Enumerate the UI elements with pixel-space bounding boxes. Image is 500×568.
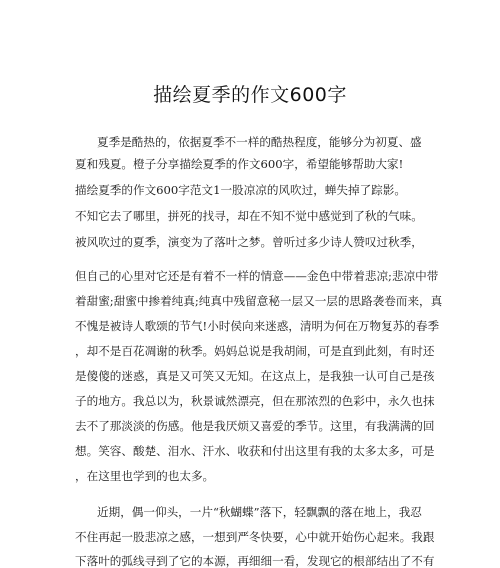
paragraph-line: 描绘夏季的作文600字范文1一股凉凉的风吹过，蝉失掉了踪影。: [75, 183, 406, 197]
paragraph-line: ，却不是百花凋谢的秋季。妈妈总说是我胡闹，可是直到此刻，有时还: [75, 344, 435, 358]
paragraph-line: 夏季是酷热的，依据夏季不一样的酷热程度，能够分为初夏、盛: [97, 135, 422, 149]
paragraph-line: 不住再起一股悲凉之感，一想到严冬快要，心中就开始伤心起来。我跟: [75, 530, 435, 544]
paragraph-line: 下落叶的弧线寻到了它的本源，再细细一看，发现它的根部结出了不有: [75, 554, 435, 568]
paragraph-line: 着甜蜜;甜蜜中掺着纯真;纯真中残留意秘一层又一层的思路袭卷而来，真: [75, 294, 443, 308]
paragraph-line: 近期，偶一仰头，一片“秋蝴蝶”落下，轻飘飘的落在地上，我忍: [97, 505, 422, 519]
paragraph-line: 不愧是被诗人歌颂的节气!小时侯向来迷惑，清明为何在万物复苏的春季: [75, 319, 440, 333]
paragraph-line: 想。笑容、酸楚、泪水、汗水、收获和付出这里有我的太多太多，可是: [75, 444, 435, 458]
paragraph-line: 子的地方。我总以为，秋景诚然漂亮，但在那浓烈的色彩中，永久也抹: [75, 394, 435, 408]
paragraph-line: 不知它去了哪里，拼死的找寻，却在不知不觉中感觉到了秋的气味。: [75, 209, 423, 223]
paragraph-line: 夏和残夏。橙子分享描绘夏季的作文600字，希望能够帮助大家!: [75, 157, 404, 171]
paragraph-line: 是傻傻的迷惑，真是又可笑又无知。在这点上，是我独一认可自己是孩: [75, 369, 435, 383]
paragraph-line: 但自己的心里对它还是有着不一样的情意——金色中带着悲凉;悲凉中带: [75, 269, 439, 283]
paragraph-line: 被风吹过的夏季，演变为了落叶之梦。曾听过多少诗人赞叹过秋季，: [75, 235, 423, 249]
document-title: 描绘夏季的作文600字: [153, 84, 347, 106]
paragraph-line: 去不了那淡淡的伤感。他是我厌烦又喜爱的季节。这里，有我满满的回: [75, 419, 435, 433]
paragraph-line: ，在这里也学到的也太多。: [75, 469, 215, 483]
